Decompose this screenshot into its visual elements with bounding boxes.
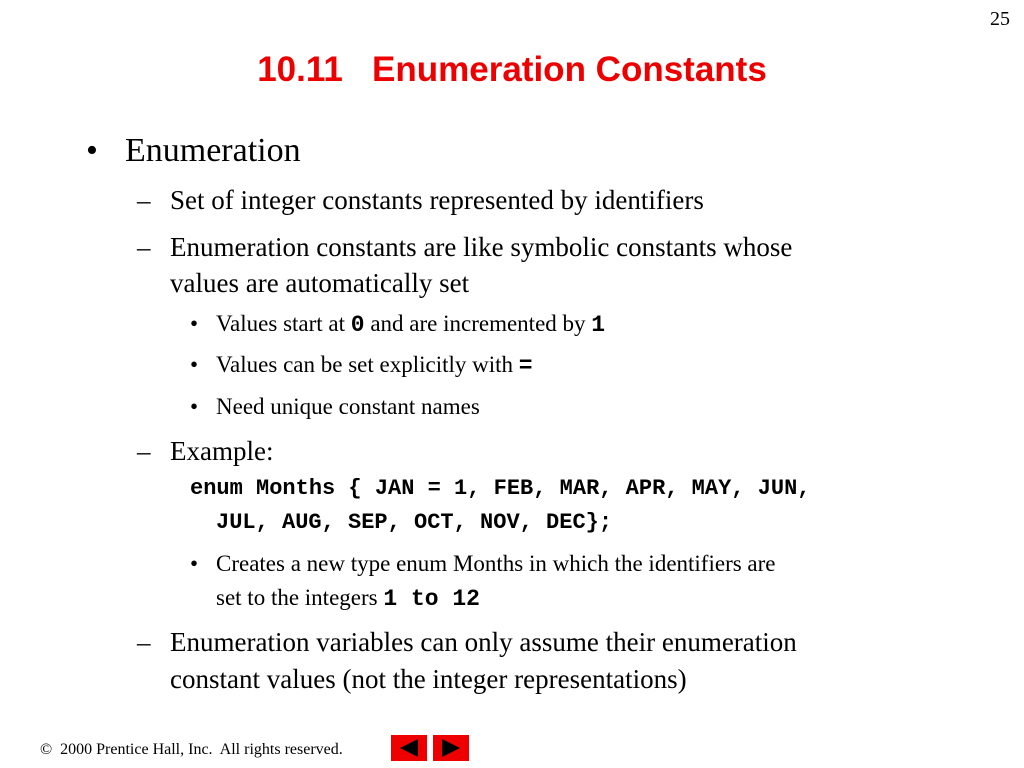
- subbullet-like-symbolic-line1: Enumeration constants are like symbolic constants whose: [170, 232, 793, 262]
- point-values-explicit: [216, 351, 533, 380]
- point-creates-line1: Creates a new type enum Months in which the identifiers are: [216, 551, 776, 576]
- bullet-icon: •: [190, 394, 199, 419]
- creates-line2-prefix: set to the integers: [216, 585, 384, 610]
- previous-slide-button[interactable]: [391, 735, 427, 761]
- bullet-icon: •: [190, 352, 199, 377]
- dash-icon: –: [137, 627, 151, 657]
- code-zero: 0: [350, 312, 365, 338]
- code-range: 1 to 12: [383, 586, 480, 612]
- copyright-footer: © 2000 Prentice Hall, Inc. All rights reserved.: [40, 741, 343, 758]
- code-line-1: enum Months { JAN = 1, FEB, MAR, APR, MAY, JUN,: [190, 476, 811, 501]
- bullet-enumeration: Enumeration: [125, 132, 301, 169]
- dash-icon: –: [137, 185, 151, 215]
- values-start-prefix: Values start at: [216, 311, 351, 336]
- left-arrow-icon: [391, 735, 427, 761]
- next-slide-button[interactable]: [433, 735, 469, 761]
- point-need-unique: Need unique constant names: [216, 394, 480, 419]
- bullet-icon: •: [86, 132, 98, 169]
- subbullet-set-of-integers: Set of integer constants represented by identifiers: [170, 185, 704, 215]
- code-line-2: JUL, AUG, SEP, OCT, NOV, DEC};: [216, 510, 613, 535]
- code-one: 1: [591, 312, 606, 338]
- slide-title: 10.11 Enumeration Constants: [257, 50, 767, 89]
- subbullet-like-symbolic-line2: values are automatically set: [170, 268, 470, 298]
- subbullet-variables-line1: Enumeration variables can only assume their enumeration: [170, 627, 797, 657]
- bullet-icon: •: [190, 311, 199, 336]
- values-explicit-prefix: Values can be set explicitly with: [216, 352, 519, 377]
- dash-icon: –: [137, 436, 151, 466]
- code-equals: =: [518, 353, 533, 379]
- bullet-icon: •: [190, 551, 199, 576]
- dash-icon: –: [137, 232, 151, 262]
- right-arrow-icon: [433, 735, 469, 761]
- subbullet-variables-line2: constant values (not the integer representations): [170, 664, 687, 694]
- page-number: 25: [990, 8, 1010, 30]
- point-creates-line2: [216, 584, 480, 613]
- point-values-start: [216, 310, 605, 339]
- subbullet-example: Example:: [170, 436, 274, 466]
- values-start-middle: and are incremented by: [364, 311, 592, 336]
